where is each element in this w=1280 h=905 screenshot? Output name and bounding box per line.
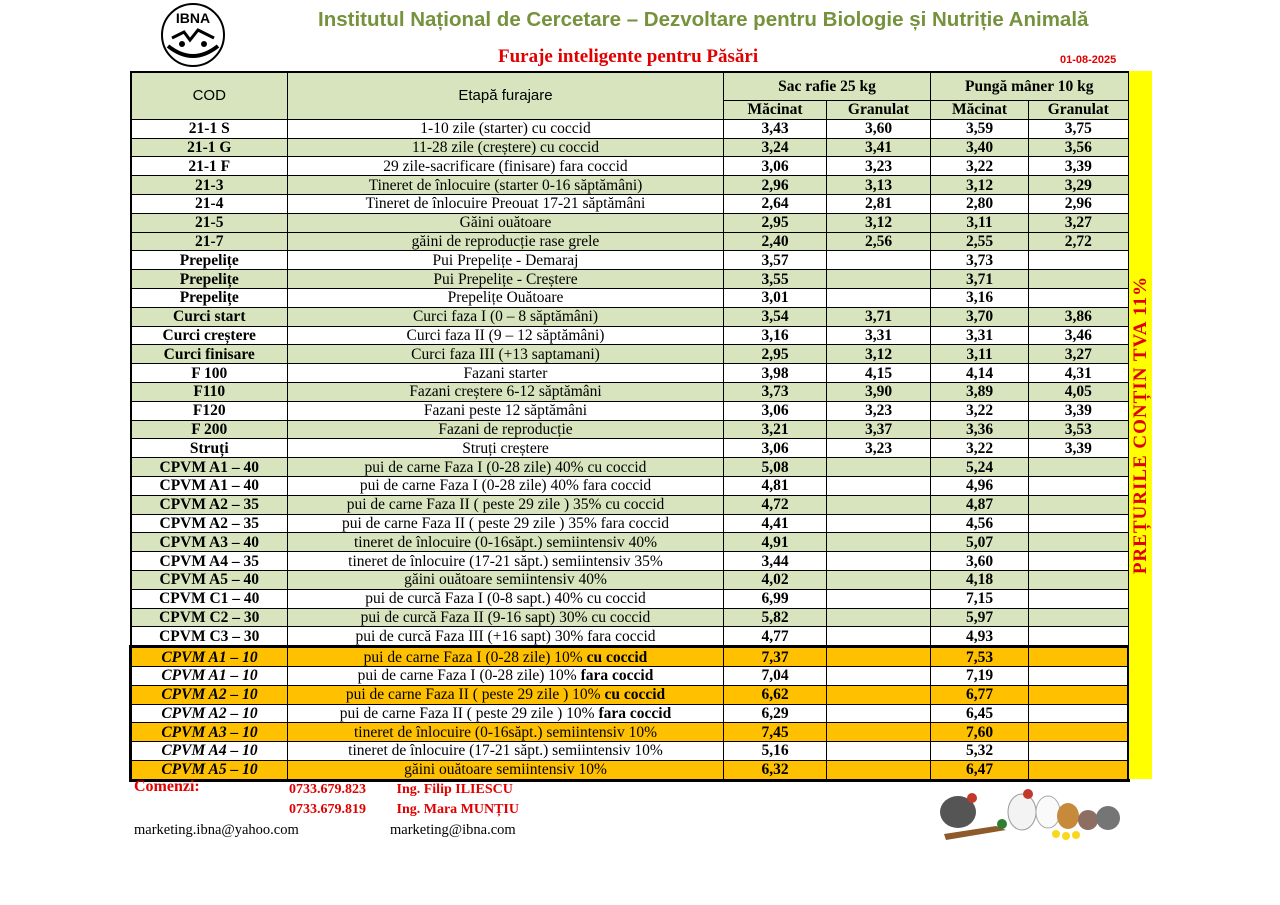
header-etapa: Etapă furajare bbox=[288, 72, 724, 119]
price-sac-granulat: 3,23 bbox=[827, 157, 931, 176]
price-sac-macinat: 3,24 bbox=[724, 138, 827, 157]
table-row bbox=[131, 364, 1129, 383]
table-row bbox=[131, 458, 1129, 477]
contact-name: Ing. Mara MUNȚIU bbox=[396, 802, 519, 817]
price-sac-granulat: 3,37 bbox=[827, 420, 931, 439]
price-sac-macinat: 3,06 bbox=[724, 401, 827, 420]
row-code: 21-1 G bbox=[131, 138, 288, 157]
row-stage-text: tineret de înlocuire (0-16săpt.) semiintensiv 10% bbox=[353, 723, 658, 741]
price-punga-granulat: 3,46 bbox=[1029, 326, 1129, 345]
table-row bbox=[131, 608, 1129, 627]
table-row bbox=[131, 213, 1129, 232]
price-punga-macinat: 4,56 bbox=[931, 514, 1029, 533]
table-row bbox=[131, 514, 1129, 533]
row-stage-text: pui de carne Faza I (0-28 zile) 10% bbox=[357, 667, 581, 685]
row-code: CPVM A4 – 35 bbox=[131, 552, 288, 571]
table-row bbox=[131, 119, 1129, 138]
price-punga-macinat: 3,71 bbox=[931, 270, 1029, 289]
price-sac-macinat: 7,45 bbox=[724, 723, 827, 742]
price-punga-granulat: 3,75 bbox=[1029, 119, 1129, 138]
price-sac-macinat: 5,08 bbox=[724, 458, 827, 477]
header-punga: Pungă mâner 10 kg bbox=[931, 72, 1129, 101]
price-sac-granulat bbox=[827, 251, 931, 270]
contact-1 bbox=[289, 782, 513, 798]
row-stage: Fazani peste 12 săptămâni bbox=[288, 401, 724, 420]
price-punga-macinat: 3,40 bbox=[931, 138, 1029, 157]
row-stage: Fazani starter bbox=[288, 364, 724, 383]
row-stage: găini de reproducție rase grele bbox=[288, 232, 724, 251]
institute-title: Institutul Național de Cercetare – Dezvoltare pentru Biologie și Nutriție Animală bbox=[318, 8, 1089, 31]
table-row bbox=[131, 704, 1129, 723]
table-row bbox=[131, 685, 1129, 704]
price-sac-macinat: 3,44 bbox=[724, 552, 827, 571]
table-row bbox=[131, 723, 1129, 742]
price-sac-granulat: 2,81 bbox=[827, 194, 931, 213]
price-sac-granulat: 3,90 bbox=[827, 382, 931, 401]
row-code: 21-1 S bbox=[131, 119, 288, 138]
price-sac-macinat: 4,91 bbox=[724, 533, 827, 552]
row-stage-text: pui de carne Faza II ( peste 29 zile ) 10% bbox=[339, 704, 599, 722]
price-punga-macinat: 2,80 bbox=[931, 194, 1029, 213]
price-sac-macinat: 5,82 bbox=[724, 608, 827, 627]
price-sac-granulat: 3,71 bbox=[827, 307, 931, 326]
email-yahoo[interactable]: marketing.ibna@yahoo.com bbox=[134, 822, 299, 838]
price-sac-macinat: 6,29 bbox=[724, 704, 827, 723]
logo-text: IBNA bbox=[175, 10, 211, 26]
table-row bbox=[131, 232, 1129, 251]
price-sac-granulat: 3,23 bbox=[827, 401, 931, 420]
table-row bbox=[131, 157, 1129, 176]
row-code: Curci finisare bbox=[131, 345, 288, 364]
price-punga-macinat: 3,36 bbox=[931, 420, 1029, 439]
row-code: CPVM A1 – 40 bbox=[131, 458, 288, 477]
row-code: Curci creștere bbox=[131, 326, 288, 345]
price-punga-granulat: 3,39 bbox=[1029, 157, 1129, 176]
table-row bbox=[131, 307, 1129, 326]
table-row bbox=[131, 138, 1129, 157]
price-sac-macinat: 4,72 bbox=[724, 495, 827, 514]
table-row bbox=[131, 382, 1129, 401]
price-punga-macinat: 3,70 bbox=[931, 307, 1029, 326]
table-row bbox=[131, 194, 1129, 213]
price-sac-macinat: 6,32 bbox=[724, 760, 827, 780]
price-sac-macinat: 3,06 bbox=[724, 439, 827, 458]
row-code: CPVM C1 – 40 bbox=[131, 589, 288, 608]
row-stage: pui de carne Faza I (0-28 zile) 40% fara coccid bbox=[288, 476, 724, 495]
row-stage bbox=[288, 742, 724, 761]
row-stage bbox=[288, 685, 724, 704]
contact-phone[interactable]: 0733.679.819 bbox=[289, 802, 366, 817]
price-sac-macinat: 4,02 bbox=[724, 570, 827, 589]
price-punga-macinat: 3,22 bbox=[931, 401, 1029, 420]
row-stage: Tineret de înlocuire (starter 0-16 săptămâni) bbox=[288, 176, 724, 195]
row-code: CPVM A2 – 10 bbox=[131, 704, 288, 723]
cpvm-10-rows bbox=[131, 647, 1129, 781]
row-stage: Fazani creștere 6-12 săptămâni bbox=[288, 382, 724, 401]
table-row bbox=[131, 666, 1129, 685]
price-punga-granulat bbox=[1029, 476, 1129, 495]
table-row bbox=[131, 176, 1129, 195]
price-sac-macinat: 3,21 bbox=[724, 420, 827, 439]
price-punga-granulat bbox=[1029, 570, 1129, 589]
price-sac-macinat: 3,16 bbox=[724, 326, 827, 345]
price-punga-macinat: 4,96 bbox=[931, 476, 1029, 495]
price-sac-granulat: 3,60 bbox=[827, 119, 931, 138]
row-code: CPVM C2 – 30 bbox=[131, 608, 288, 627]
price-punga-macinat: 6,45 bbox=[931, 704, 1029, 723]
row-code: 21-5 bbox=[131, 213, 288, 232]
price-sac-macinat: 3,06 bbox=[724, 157, 827, 176]
table-row bbox=[131, 589, 1129, 608]
row-stage-emphasis: cu coccid bbox=[586, 648, 648, 666]
row-stage: Prepelițe Ouătoare bbox=[288, 288, 724, 307]
table-row bbox=[131, 345, 1129, 364]
email-ibna[interactable]: marketing@ibna.com bbox=[390, 822, 516, 838]
row-stage-emphasis: fara coccid bbox=[580, 667, 654, 685]
price-punga-macinat: 3,60 bbox=[931, 552, 1029, 571]
row-stage-text: tineret de înlocuire (17-21 săpt.) semiintensiv 10% bbox=[348, 742, 663, 760]
row-stage: pui de carne Faza II ( peste 29 zile ) 35% fara coccid bbox=[288, 514, 724, 533]
price-sac-granulat: 2,56 bbox=[827, 232, 931, 251]
row-code: 21-3 bbox=[131, 176, 288, 195]
table-row bbox=[131, 476, 1129, 495]
row-code: F110 bbox=[131, 382, 288, 401]
price-sac-granulat bbox=[827, 704, 931, 723]
price-punga-macinat: 3,89 bbox=[931, 382, 1029, 401]
price-sac-granulat bbox=[827, 476, 931, 495]
price-punga-granulat bbox=[1029, 627, 1129, 647]
row-code: 21-7 bbox=[131, 232, 288, 251]
row-code: CPVM A3 – 10 bbox=[131, 723, 288, 742]
row-stage: 29 zile-sacrificare (finisare) fara coccid bbox=[288, 157, 724, 176]
poultry-illustration bbox=[936, 782, 1132, 844]
row-code: CPVM A2 – 35 bbox=[131, 514, 288, 533]
price-punga-macinat: 3,31 bbox=[931, 326, 1029, 345]
price-punga-granulat: 3,27 bbox=[1029, 213, 1129, 232]
price-punga-granulat bbox=[1029, 458, 1129, 477]
price-punga-macinat: 4,93 bbox=[931, 627, 1029, 647]
row-stage: pui de carne Faza I (0-28 zile) 40% cu coccid bbox=[288, 458, 724, 477]
ibna-logo bbox=[154, 2, 232, 68]
row-stage: pui de curcă Faza II (9-16 sapt) 30% cu coccid bbox=[288, 608, 724, 627]
price-sac-macinat: 3,01 bbox=[724, 288, 827, 307]
table-row bbox=[131, 439, 1129, 458]
row-stage: Pui Prepelițe - Creștere bbox=[288, 270, 724, 289]
row-code: F120 bbox=[131, 401, 288, 420]
header-punga-granulat: Granulat bbox=[1029, 101, 1129, 120]
price-sac-macinat: 3,98 bbox=[724, 364, 827, 383]
price-punga-macinat: 4,87 bbox=[931, 495, 1029, 514]
price-punga-macinat: 2,55 bbox=[931, 232, 1029, 251]
price-sac-macinat: 3,73 bbox=[724, 382, 827, 401]
price-sac-granulat bbox=[827, 723, 931, 742]
row-stage bbox=[288, 760, 724, 780]
price-punga-macinat: 5,07 bbox=[931, 533, 1029, 552]
price-punga-granulat bbox=[1029, 552, 1129, 571]
price-punga-granulat: 3,29 bbox=[1029, 176, 1129, 195]
price-punga-granulat bbox=[1029, 589, 1129, 608]
row-code: CPVM C3 – 30 bbox=[131, 627, 288, 647]
price-punga-granulat bbox=[1029, 704, 1129, 723]
row-stage: Curci faza II (9 – 12 săptămâni) bbox=[288, 326, 724, 345]
row-code: CPVM A1 – 10 bbox=[131, 647, 288, 667]
price-sac-granulat bbox=[827, 647, 931, 667]
price-sac-granulat bbox=[827, 552, 931, 571]
row-stage: Curci faza III (+13 saptamani) bbox=[288, 345, 724, 364]
price-sac-macinat: 6,62 bbox=[724, 685, 827, 704]
header-sac-macinat: Măcinat bbox=[724, 101, 827, 120]
row-stage-text: pui de carne Faza I (0-28 zile) 10% bbox=[363, 648, 587, 666]
row-stage: pui de carne Faza II ( peste 29 zile ) 35% cu coccid bbox=[288, 495, 724, 514]
table-row bbox=[131, 288, 1129, 307]
price-punga-macinat: 3,73 bbox=[931, 251, 1029, 270]
header-sac-granulat: Granulat bbox=[827, 101, 931, 120]
header-sac: Sac rafie 25 kg bbox=[724, 72, 931, 101]
price-punga-granulat bbox=[1029, 533, 1129, 552]
price-sac-macinat: 2,96 bbox=[724, 176, 827, 195]
row-stage bbox=[288, 723, 724, 742]
price-sac-macinat: 2,95 bbox=[724, 345, 827, 364]
row-stage-text: găini ouătoare semiintensiv 10% bbox=[404, 761, 607, 779]
price-punga-macinat: 6,47 bbox=[931, 760, 1029, 780]
row-code: 21-1 F bbox=[131, 157, 288, 176]
row-code: Struți bbox=[131, 439, 288, 458]
table-row bbox=[131, 627, 1129, 647]
document-subtitle: Furaje inteligente pentru Păsări bbox=[498, 46, 759, 67]
table-row bbox=[131, 533, 1129, 552]
price-sac-macinat: 4,81 bbox=[724, 476, 827, 495]
price-sac-granulat bbox=[827, 495, 931, 514]
main-rows bbox=[131, 119, 1129, 646]
orders-label: Comenzi: bbox=[134, 778, 200, 795]
row-stage: pui de curcă Faza III (+16 sapt) 30% fara coccid bbox=[288, 627, 724, 647]
price-punga-macinat: 7,60 bbox=[931, 723, 1029, 742]
table-row bbox=[131, 401, 1129, 420]
header-cod: COD bbox=[131, 72, 288, 119]
row-stage: tineret de înlocuire (17-21 săpt.) semiintensiv 35% bbox=[288, 552, 724, 571]
row-stage-emphasis: fara coccid bbox=[598, 704, 672, 722]
price-sac-macinat: 3,57 bbox=[724, 251, 827, 270]
price-punga-granulat bbox=[1029, 270, 1129, 289]
table-row bbox=[131, 251, 1129, 270]
document-date: 01-08-2025 bbox=[1060, 54, 1117, 66]
row-code: Prepelițe bbox=[131, 251, 288, 270]
price-punga-macinat: 4,14 bbox=[931, 364, 1029, 383]
price-punga-granulat bbox=[1029, 760, 1129, 780]
table-row bbox=[131, 326, 1129, 345]
row-code: CPVM A3 – 40 bbox=[131, 533, 288, 552]
price-punga-granulat bbox=[1029, 666, 1129, 685]
price-sac-macinat: 4,77 bbox=[724, 627, 827, 647]
price-sac-granulat: 3,13 bbox=[827, 176, 931, 195]
price-sac-macinat: 5,16 bbox=[724, 742, 827, 761]
price-punga-macinat: 4,18 bbox=[931, 570, 1029, 589]
price-punga-macinat: 3,11 bbox=[931, 345, 1029, 364]
price-sac-macinat: 3,43 bbox=[724, 119, 827, 138]
price-sac-macinat: 6,99 bbox=[724, 589, 827, 608]
price-sac-granulat: 3,12 bbox=[827, 345, 931, 364]
price-sac-macinat: 3,54 bbox=[724, 307, 827, 326]
price-sac-granulat: 3,23 bbox=[827, 439, 931, 458]
price-punga-macinat: 5,32 bbox=[931, 742, 1029, 761]
price-punga-macinat: 5,97 bbox=[931, 608, 1029, 627]
row-stage: 11-28 zile (creștere) cu coccid bbox=[288, 138, 724, 157]
price-punga-macinat: 3,59 bbox=[931, 119, 1029, 138]
price-sac-granulat bbox=[827, 589, 931, 608]
price-punga-granulat bbox=[1029, 514, 1129, 533]
price-sac-granulat bbox=[827, 742, 931, 761]
row-code: F 100 bbox=[131, 364, 288, 383]
row-code: 21-4 bbox=[131, 194, 288, 213]
price-sac-macinat: 7,37 bbox=[724, 647, 827, 667]
row-code: CPVM A4 – 10 bbox=[131, 742, 288, 761]
price-sac-granulat bbox=[827, 514, 931, 533]
price-sac-granulat: 4,15 bbox=[827, 364, 931, 383]
price-punga-granulat bbox=[1029, 723, 1129, 742]
row-stage: pui de curcă Faza I (0-8 sapt.) 40% cu coccid bbox=[288, 589, 724, 608]
price-punga-granulat: 3,27 bbox=[1029, 345, 1129, 364]
price-punga-macinat: 7,53 bbox=[931, 647, 1029, 667]
price-punga-granulat: 2,96 bbox=[1029, 194, 1129, 213]
table-row bbox=[131, 420, 1129, 439]
row-stage bbox=[288, 666, 724, 685]
table-row bbox=[131, 570, 1129, 589]
table-row bbox=[131, 495, 1129, 514]
price-punga-macinat: 3,16 bbox=[931, 288, 1029, 307]
price-sac-macinat: 4,41 bbox=[724, 514, 827, 533]
price-punga-granulat: 3,53 bbox=[1029, 420, 1129, 439]
price-sac-macinat: 3,55 bbox=[724, 270, 827, 289]
price-sac-granulat bbox=[827, 288, 931, 307]
contact-name: Ing. Filip ILIESCU bbox=[396, 782, 513, 797]
row-stage: Struți creștere bbox=[288, 439, 724, 458]
price-punga-macinat: 3,22 bbox=[931, 157, 1029, 176]
price-sac-granulat bbox=[827, 627, 931, 647]
price-punga-macinat: 7,19 bbox=[931, 666, 1029, 685]
price-punga-granulat: 3,39 bbox=[1029, 401, 1129, 420]
price-sac-granulat: 3,41 bbox=[827, 138, 931, 157]
row-code: CPVM A2 – 10 bbox=[131, 685, 288, 704]
row-code: CPVM A5 – 10 bbox=[131, 760, 288, 780]
contact-phone[interactable]: 0733.679.823 bbox=[289, 782, 366, 797]
price-sac-macinat: 2,40 bbox=[724, 232, 827, 251]
row-code: Prepelițe bbox=[131, 288, 288, 307]
row-code: CPVM A1 – 40 bbox=[131, 476, 288, 495]
header-punga-macinat: Măcinat bbox=[931, 101, 1029, 120]
row-stage bbox=[288, 704, 724, 723]
row-stage: Pui Prepelițe - Demaraj bbox=[288, 251, 724, 270]
price-punga-granulat: 4,05 bbox=[1029, 382, 1129, 401]
price-sac-granulat bbox=[827, 533, 931, 552]
row-code: CPVM A2 – 35 bbox=[131, 495, 288, 514]
price-sac-granulat bbox=[827, 570, 931, 589]
row-stage: Tineret de înlocuire Preouat 17-21 săptămâni bbox=[288, 194, 724, 213]
row-stage: Găini ouătoare bbox=[288, 213, 724, 232]
price-punga-granulat: 2,72 bbox=[1029, 232, 1129, 251]
price-sac-granulat bbox=[827, 458, 931, 477]
table-row bbox=[131, 647, 1129, 667]
price-sac-granulat bbox=[827, 685, 931, 704]
row-stage: tineret de înlocuire (0-16săpt.) semiintensiv 40% bbox=[288, 533, 724, 552]
price-punga-granulat bbox=[1029, 251, 1129, 270]
price-punga-granulat bbox=[1029, 495, 1129, 514]
price-punga-macinat: 6,77 bbox=[931, 685, 1029, 704]
row-code: CPVM A5 – 40 bbox=[131, 570, 288, 589]
price-table bbox=[129, 71, 1130, 782]
row-stage bbox=[288, 647, 724, 667]
row-stage-emphasis: cu coccid bbox=[604, 686, 666, 704]
price-punga-granulat bbox=[1029, 647, 1129, 667]
row-stage: Curci faza I (0 – 8 săptămâni) bbox=[288, 307, 724, 326]
table-row bbox=[131, 742, 1129, 761]
table-row bbox=[131, 270, 1129, 289]
price-punga-granulat: 3,56 bbox=[1029, 138, 1129, 157]
price-punga-granulat: 4,31 bbox=[1029, 364, 1129, 383]
price-sac-macinat: 2,95 bbox=[724, 213, 827, 232]
price-punga-granulat bbox=[1029, 742, 1129, 761]
row-code: CPVM A1 – 10 bbox=[131, 666, 288, 685]
price-sac-macinat: 2,64 bbox=[724, 194, 827, 213]
contact-2 bbox=[289, 802, 519, 818]
table-row bbox=[131, 760, 1129, 780]
price-punga-macinat: 3,11 bbox=[931, 213, 1029, 232]
row-code: F 200 bbox=[131, 420, 288, 439]
row-code: Prepelițe bbox=[131, 270, 288, 289]
row-stage: găini ouătoare semiintensiv 40% bbox=[288, 570, 724, 589]
vat-note: PREȚURILE CONȚIN TVA 11% bbox=[1130, 275, 1151, 575]
price-punga-macinat: 3,12 bbox=[931, 176, 1029, 195]
price-punga-granulat: 3,86 bbox=[1029, 307, 1129, 326]
price-sac-granulat: 3,12 bbox=[827, 213, 931, 232]
row-stage: Fazani de reproducție bbox=[288, 420, 724, 439]
price-punga-granulat: 3,39 bbox=[1029, 439, 1129, 458]
price-punga-macinat: 3,22 bbox=[931, 439, 1029, 458]
price-punga-granulat bbox=[1029, 288, 1129, 307]
price-punga-macinat: 7,15 bbox=[931, 589, 1029, 608]
price-sac-granulat: 3,31 bbox=[827, 326, 931, 345]
price-punga-granulat bbox=[1029, 685, 1129, 704]
price-sac-granulat bbox=[827, 608, 931, 627]
table-row bbox=[131, 552, 1129, 571]
row-stage-text: pui de carne Faza II ( peste 29 zile ) 10% bbox=[345, 686, 605, 704]
price-sac-macinat: 7,04 bbox=[724, 666, 827, 685]
price-punga-granulat bbox=[1029, 608, 1129, 627]
price-sac-granulat bbox=[827, 666, 931, 685]
price-punga-macinat: 5,24 bbox=[931, 458, 1029, 477]
row-stage: 1-10 zile (starter) cu coccid bbox=[288, 119, 724, 138]
row-code: Curci start bbox=[131, 307, 288, 326]
price-sac-granulat bbox=[827, 760, 931, 780]
price-sac-granulat bbox=[827, 270, 931, 289]
